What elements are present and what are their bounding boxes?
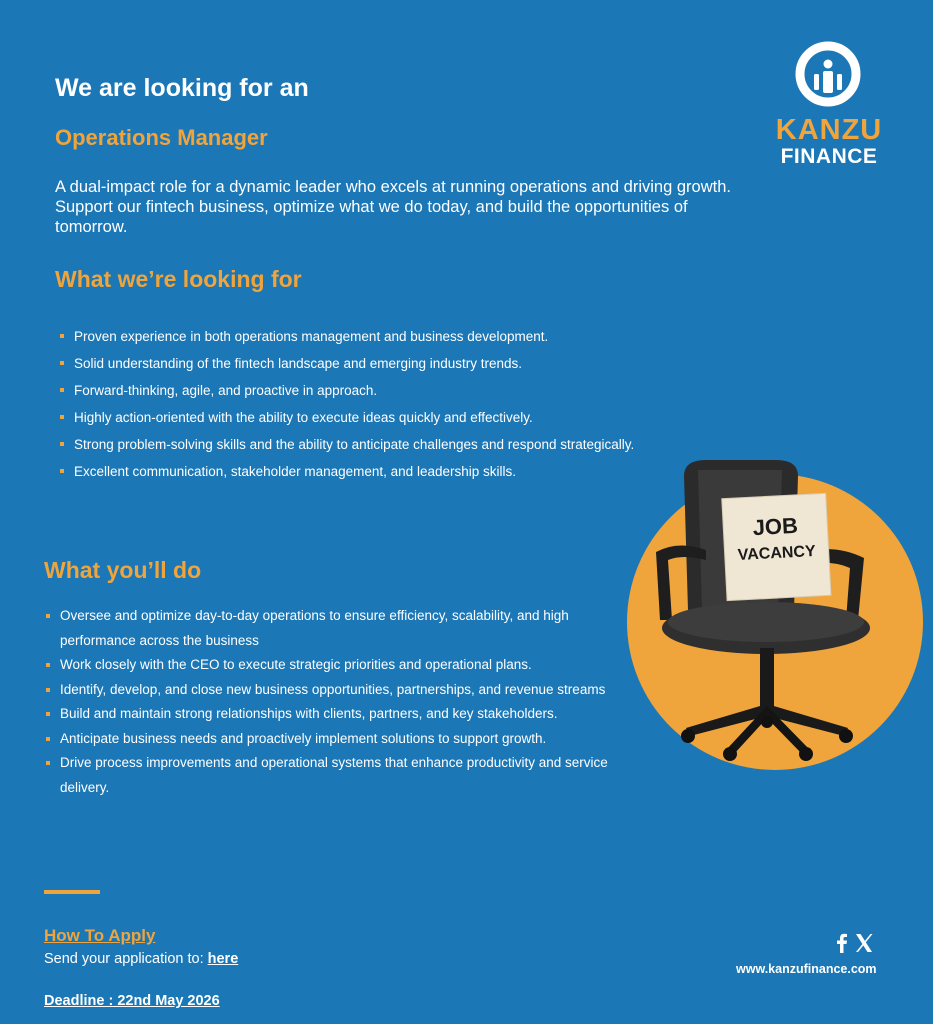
list-item: Solid understanding of the fintech landscape and emerging industry trends.: [57, 350, 657, 377]
list-item: Highly action-oriented with the ability to execute ideas quickly and effectively.: [57, 404, 657, 431]
list-item: Identify, develop, and close new business opportunities, partnerships, and revenue streams: [43, 678, 623, 703]
intro-heading: We are looking for an: [55, 74, 309, 102]
list-item: Oversee and optimize day-to-day operations to ensure efficiency, scalability, and high performance across the business: [43, 604, 623, 653]
list-item: Build and maintain strong relationships with clients, partners, and key stakeholders.: [43, 702, 623, 727]
logo-wordmark-kanzu: KANZU: [775, 114, 883, 146]
x-icon[interactable]: [854, 932, 874, 954]
responsibilities-list: [43, 604, 623, 800]
apply-instructions: [44, 951, 238, 967]
list-item: Work closely with the CEO to execute strategic priorities and operational plans.: [43, 653, 623, 678]
list-item: Drive process improvements and operational systems that enhance productivity and service delivery.: [43, 751, 623, 800]
responsibilities-title: What you’ll do: [44, 557, 202, 583]
job-title: Operations Manager: [55, 125, 268, 150]
job-vacancy-chair-illustration: [626, 460, 926, 790]
list-item: Strong problem-solving skills and the ability to anticipate challenges and respond strategically.: [57, 431, 657, 458]
logo-wordmark-finance: FINANCE: [780, 145, 878, 168]
list-item: Forward-thinking, agile, and proactive in approach.: [57, 377, 657, 404]
website-url[interactable]: www.kanzufinance.com: [736, 962, 877, 976]
requirements-title: What we’re looking for: [55, 266, 302, 292]
job-vacancy-sign: [722, 493, 831, 600]
sign-line-2: VACANCY: [737, 542, 817, 565]
list-item: Proven experience in both operations management and business development.: [57, 323, 657, 350]
list-item: Excellent communication, stakeholder management, and leadership skills.: [57, 458, 657, 485]
application-deadline: Deadline : 22nd May 2026: [44, 993, 220, 1009]
apply-prompt: Send your application to:: [44, 951, 204, 967]
facebook-icon[interactable]: [832, 932, 852, 954]
section-divider: [44, 890, 100, 894]
requirements-list: [57, 323, 657, 485]
sign-line-1: JOB: [752, 512, 799, 541]
apply-link[interactable]: here: [207, 951, 239, 967]
how-to-apply-heading: How To Apply: [44, 926, 156, 945]
social-links: [832, 932, 876, 954]
role-description: A dual-impact role for a dynamic leader who excels at running operations and driving growth. Support our fintech business, optimize what we do today, and build the opportunities of tomorrow.: [55, 178, 731, 236]
list-item: Anticipate business needs and proactively implement solutions to support growth.: [43, 727, 623, 752]
logo-mark-icon: [794, 40, 862, 108]
company-logo: [763, 40, 895, 170]
